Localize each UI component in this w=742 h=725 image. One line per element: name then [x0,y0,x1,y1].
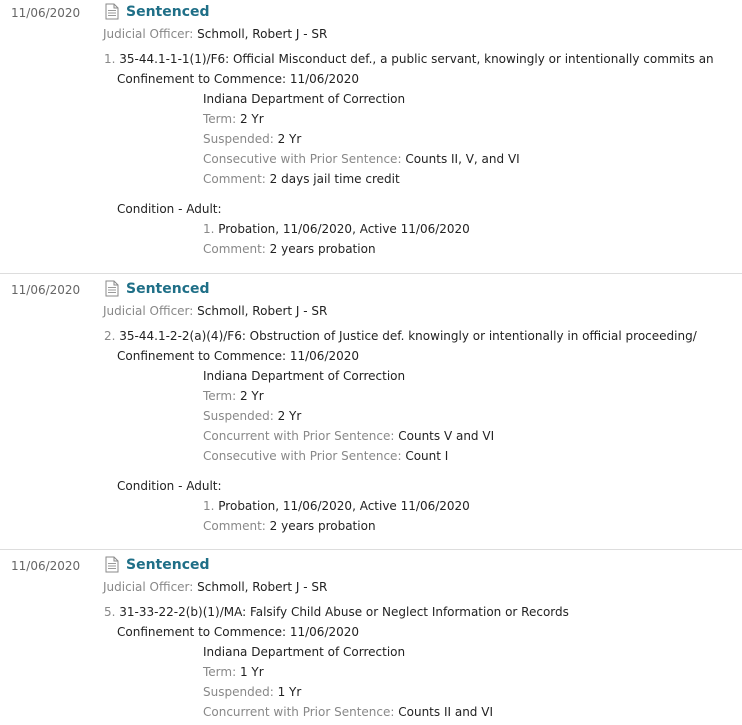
detail-label: Term: [203,665,237,679]
detail-term [203,388,264,404]
judicial-officer-row [103,26,327,42]
charge-description: 35-44.1-2-2(a)(4)/F6: Obstruction of Justice def. knowingly or intentionally in official proceeding/ [119,329,697,343]
entry-header [105,556,210,573]
detail-consecutive [203,448,448,464]
detail-label: Term: [203,389,237,403]
condition-label: Condition - Adult: [117,479,222,493]
charge-number: 2. [104,329,116,343]
detail-comment [203,171,400,187]
condition-comment-value: 2 years probation [269,519,376,533]
entry-header [105,280,210,297]
condition-comment-row [203,241,376,257]
entry-header [105,3,210,20]
charge-number: 1. [104,52,116,66]
detail-value: Counts II and VI [398,705,493,719]
detail-suspended [203,408,301,424]
detail-value: Counts II, V, and VI [405,152,520,166]
condition-number: 1. [203,499,215,513]
charge-number: 5. [104,605,116,619]
detail-value: 2 Yr [277,409,302,423]
detail-value: Count I [405,449,449,463]
judicial-officer-label: Judicial Officer: [103,304,194,318]
entry-title: Sentenced [126,556,210,573]
detail-value: 1 Yr [239,665,264,679]
detail-value: Counts V and VI [398,429,495,443]
detail-concurrent [203,704,493,720]
condition-row [203,221,470,237]
judicial-officer-label: Judicial Officer: [103,580,194,594]
document-icon[interactable] [105,3,119,20]
detail-concurrent [203,428,494,444]
charge-description: 35-44.1-1-1(1)/F6: Official Misconduct def., a public servant, knowingly or intentionally commits an [119,52,714,66]
judicial-officer-value: Schmoll, Robert J - SR [197,304,328,318]
entry-date: 11/06/2020 [11,559,81,573]
judicial-officer-value: Schmoll, Robert J - SR [197,580,328,594]
condition-comment-label: Comment: [203,519,266,533]
condition-text: Probation, 11/06/2020, Active 11/06/2020 [218,499,470,513]
detail-label: Term: [203,112,237,126]
charge-row [104,51,714,67]
confinement-text: Confinement to Commence: 11/06/2020 [117,349,360,363]
judicial-officer-row [103,303,327,319]
detail-label: Comment: [203,172,266,186]
detail-label: Consecutive with Prior Sentence: [203,152,402,166]
condition-label: Condition - Adult: [117,202,222,216]
detail-label: Consecutive with Prior Sentence: [203,449,402,463]
document-icon[interactable] [105,280,119,297]
detail-value: 2 Yr [277,132,302,146]
facility-text: Indiana Department of Correction [203,369,406,383]
confinement-text: Confinement to Commence: 11/06/2020 [117,72,360,86]
sentence-entry [0,550,742,725]
judicial-officer-row [103,579,327,595]
charge-description: 31-33-22-2(b)(1)/MA: Falsify Child Abuse or Neglect Information or Records [119,605,569,619]
charge-row [104,604,569,620]
confinement-text: Confinement to Commence: 11/06/2020 [117,625,360,639]
condition-comment-label: Comment: [203,242,266,256]
condition-text: Probation, 11/06/2020, Active 11/06/2020 [218,222,470,236]
facility-text: Indiana Department of Correction [203,92,406,106]
entry-date: 11/06/2020 [11,6,81,20]
judicial-officer-label: Judicial Officer: [103,27,194,41]
document-icon[interactable] [105,556,119,573]
detail-value: 2 Yr [239,389,264,403]
detail-term [203,664,264,680]
detail-value: 2 Yr [239,112,264,126]
detail-label: Suspended: [203,132,274,146]
sentence-entry [0,0,742,274]
facility-text: Indiana Department of Correction [203,645,406,659]
detail-consecutive [203,151,520,167]
detail-label: Suspended: [203,409,274,423]
condition-number: 1. [203,222,215,236]
detail-value: 2 days jail time credit [269,172,400,186]
condition-comment-row [203,518,376,534]
detail-suspended [203,684,301,700]
charge-row [104,328,697,344]
detail-value: 1 Yr [277,685,302,699]
entry-title: Sentenced [126,3,210,20]
sentence-entry [0,274,742,550]
condition-row [203,498,470,514]
entry-date: 11/06/2020 [11,283,81,297]
entry-title: Sentenced [126,280,210,297]
detail-suspended [203,131,301,147]
detail-label: Concurrent with Prior Sentence: [203,705,395,719]
detail-term [203,111,264,127]
condition-comment-value: 2 years probation [269,242,376,256]
detail-label: Suspended: [203,685,274,699]
judicial-officer-value: Schmoll, Robert J - SR [197,27,328,41]
detail-label: Concurrent with Prior Sentence: [203,429,395,443]
